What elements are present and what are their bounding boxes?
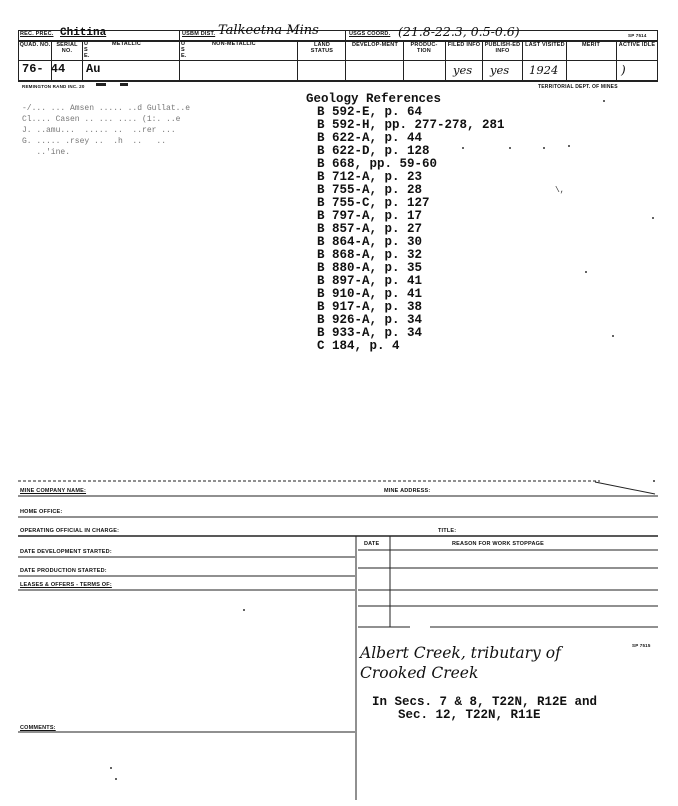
faded-note-line: Cl.... Casen .. ... .... (1:. ..e <box>22 115 181 124</box>
comments-label: COMMENTS: <box>20 725 56 731</box>
col-published-info: PUBLISH-ED INFO <box>484 42 521 54</box>
faded-note-line: G. ..... .rsey .. .h .. .. <box>22 137 167 146</box>
leases-offers-label: LEASES & OFFERS - TERMS OF: <box>20 582 112 588</box>
usbm-dist-value: Talkeetna Mins <box>218 23 319 38</box>
reference-item: B 926-A, p. 34 <box>317 313 423 327</box>
rec-prec-label: REC. PREC. <box>20 31 54 37</box>
col-active-idle: ACTIVE IDLE <box>618 42 656 48</box>
reference-item: B 933-A, p. 34 <box>317 326 423 340</box>
record-last-visited: 1924 <box>529 63 559 77</box>
record-metallic: Au <box>86 62 101 76</box>
nonmetallic-code-u: U <box>181 41 186 47</box>
date-label: DATE <box>364 541 380 547</box>
metallic-code-u: U <box>84 41 89 47</box>
reason-for-work-stoppage-label: REASON FOR WORK STOPPAGE <box>452 541 544 547</box>
faded-note-line: ..'ine. <box>22 148 71 157</box>
col-production: PRODUC-TION <box>410 42 438 54</box>
active-idle-mark: ) <box>621 63 626 77</box>
reference-item: B 592-H, pp. 277-278, 281 <box>317 118 505 132</box>
reference-item: B 797-A, p. 17 <box>317 209 423 223</box>
reference-item: B 712-A, p. 23 <box>317 170 423 184</box>
location-handwritten-line-2: Crooked Creek <box>360 664 479 682</box>
territorial-dept: TERRITORIAL DEPT. OF MINES <box>538 84 618 90</box>
form-number-top: SP 7514 <box>628 33 647 38</box>
reference-item: B 755-A, p. 28 <box>317 183 423 197</box>
reference-item: B 622-D, p. 128 <box>317 144 430 158</box>
faded-note-line: J. ..amu... ..... .. ..rer ... <box>22 126 176 135</box>
location-typed-line-1: In Secs. 7 & 8, T22N, R12E and <box>372 695 598 709</box>
faded-note-line: -/... ... Amsen ..... ..d Gullat..e <box>22 104 191 113</box>
location-handwritten-line-1: Albert Creek, tributary of <box>360 644 561 662</box>
reference-item: B 857-A, p. 27 <box>317 222 423 236</box>
usgs-coord-label: USGS COORD. <box>349 31 391 37</box>
col-last-visited: LAST VISITED <box>525 42 565 48</box>
reference-item: B 910-A, p. 41 <box>317 287 423 301</box>
record-quad-serial: 76- 44 <box>22 62 66 76</box>
nonmetallic-code-s: S <box>181 47 185 53</box>
reference-item: B 880-A, p. 35 <box>317 261 423 275</box>
location-typed-line-2: Sec. 12, T22N, R11E <box>398 708 541 722</box>
reference-item: B 622-A, p. 44 <box>317 131 423 145</box>
col-filed-info: FILED INFO <box>447 42 481 48</box>
reference-item: B 668, pp. 59-60 <box>317 157 438 171</box>
col-development: DEVELOP-MENT <box>351 42 399 48</box>
col-metallic: METALLIC <box>112 41 141 47</box>
reference-item: B 868-A, p. 32 <box>317 248 423 262</box>
col-serial-no: SERIAL NO. <box>56 42 78 54</box>
col-nonmetallic: NON-METALLIC <box>212 41 256 47</box>
usbm-dist-label: USBM DIST. <box>182 31 216 37</box>
rec-prec-value: Chitina <box>60 27 107 39</box>
reference-item: C 184, p. 4 <box>317 339 400 353</box>
mine-company-name-label: MINE COMPANY NAME: <box>20 488 87 494</box>
references-title: Geology References <box>306 92 442 106</box>
record-published-info: yes <box>490 63 510 77</box>
home-office-label: HOME OFFICE: <box>20 509 63 515</box>
reference-item: B 755-C, p. 127 <box>317 196 430 210</box>
date-production-started-label: DATE PRODUCTION STARTED: <box>20 568 107 574</box>
title-label: TITLE: <box>438 528 457 534</box>
usgs-coord-value: (21.8-22.3, 0.5-0.6) <box>398 24 520 39</box>
col-quad-no: QUAD. NO. <box>19 42 51 48</box>
mine-address-label: MINE ADDRESS: <box>384 488 431 494</box>
form-number-bottom: SP 7515 <box>632 643 651 648</box>
reference-item: B 864-A, p. 30 <box>317 235 423 249</box>
printer-credit: REMINGTON RAND INC. 20 <box>22 84 85 89</box>
operating-official-label: OPERATING OFFICIAL IN CHARGE: <box>20 528 120 534</box>
metallic-code-e: E. <box>84 53 90 59</box>
reference-item: B 897-A, p. 41 <box>317 274 423 288</box>
nonmetallic-code-e: E. <box>181 53 187 59</box>
reference-item: B 917-A, p. 38 <box>317 300 423 314</box>
date-development-started-label: DATE DEVELOPMENT STARTED: <box>20 549 112 555</box>
col-land-status: LAND STATUS <box>310 42 334 54</box>
record-filed-info: yes <box>453 63 473 77</box>
reference-item: B 592-E, p. 64 <box>317 105 423 119</box>
scan-mark: \, <box>555 186 565 195</box>
col-merit: MERIT <box>581 42 601 48</box>
metallic-code-s: S <box>84 47 88 53</box>
